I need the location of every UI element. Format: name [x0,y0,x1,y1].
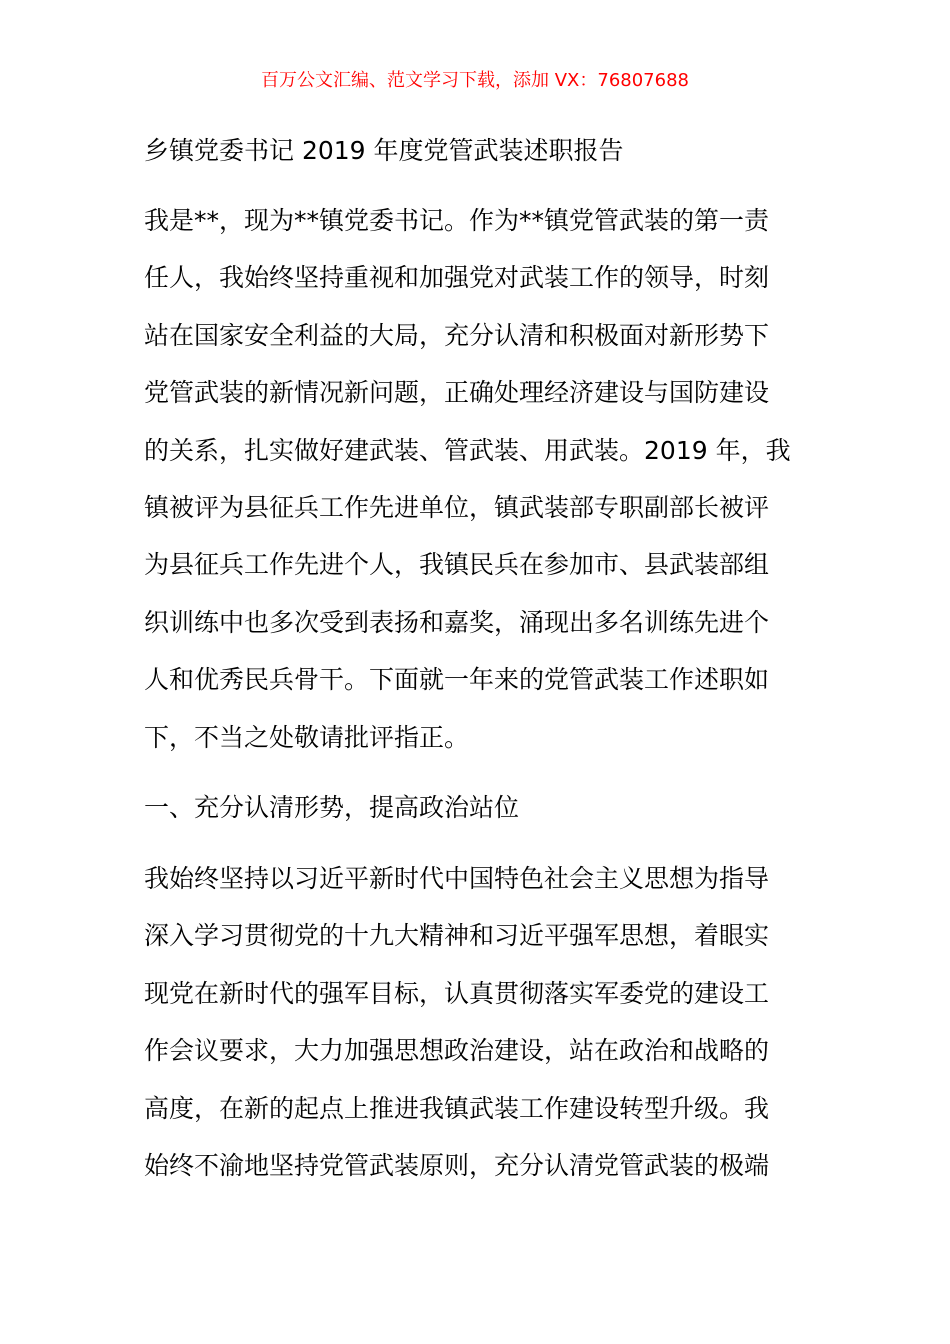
paragraph-line: 任人，我始终坚持重视和加强党对武装工作的领导，时刻 [144,263,770,293]
paragraph-line: 我始终坚持以习近平新时代中国特色社会主义思想为指导 [144,864,770,893]
paragraph-line: 站在国家安全利益的大局，充分认清和积极面对新形势下 [144,320,770,350]
paragraph-line: 下，不当之处敬请批评指正。 [144,722,470,752]
paragraph-2 [144,850,816,1194]
paragraph-1 [144,192,816,766]
paragraph-line: 为县征兵工作先进个人，我镇民兵在参加市、县武装部组 [144,550,770,580]
paragraph-line: 的关系，扎实做好建武装、管武装、用武装。2019 年，我 [144,435,791,465]
paragraph-line: 始终不渝地坚持党管武装原则，充分认清党管武装的极端 [144,1150,770,1180]
promo-header: 百万公文汇编、范文学习下载，添加 VX：76807688 [261,70,689,91]
paragraph-line: 作会议要求，大力加强思想政治建设，站在政治和战略的 [144,1036,770,1066]
paragraph-line: 现党在新时代的强军目标，认真贯彻落实军委党的建设工 [144,978,770,1008]
paragraph-line: 织训练中也多次受到表扬和嘉奖，涌现出多名训练先进个 [144,607,770,637]
paragraph-line: 深入学习贯彻党的十九大精神和习近平强军思想，着眼实 [144,921,770,951]
paragraph-line: 镇被评为县征兵工作先进单位，镇武装部专职副部长被评 [144,492,770,522]
paragraph-line: 人和优秀民兵骨干。下面就一年来的党管武装工作述职如 [144,665,770,695]
paragraph-line: 我是**，现为**镇党委书记。作为**镇党管武装的第一责 [144,206,770,235]
document-title: 乡镇党委书记 2019 年度党管武装述职报告 [144,136,624,165]
paragraph-line: 党管武装的新情况新问题，正确处理经济建设与国防建设 [144,378,770,408]
section-heading: 一、充分认清形势，提高政治站位 [144,793,520,822]
paragraph-line: 高度，在新的起点上推进我镇武装工作建设转型升级。我 [144,1093,770,1123]
